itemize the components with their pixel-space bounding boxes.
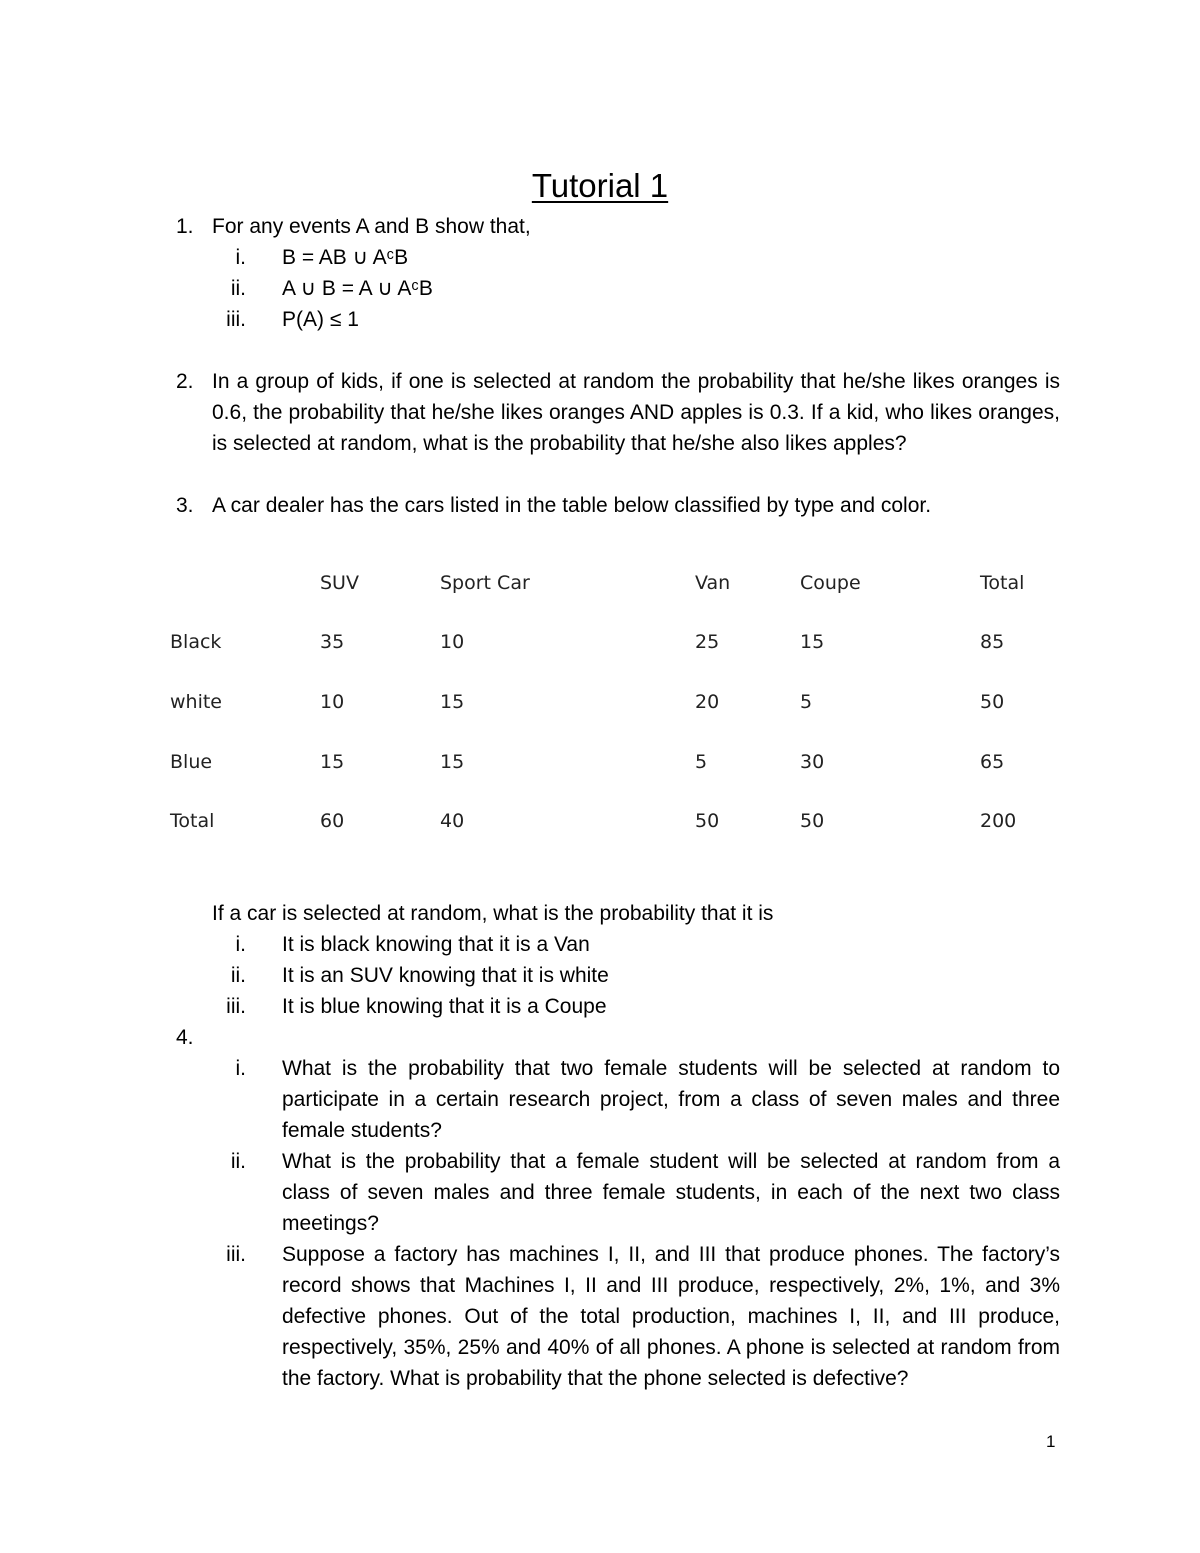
table-cell: 5 [800, 690, 813, 713]
table-header-cell: Total [980, 571, 1025, 594]
q4-line: female students? [282, 1119, 442, 1142]
q1-item-label: i. [235, 246, 246, 269]
q2-line: is selected at random, what is the probability that he/she also likes apples? [212, 432, 907, 455]
table-header-cell: SUV [320, 571, 359, 594]
table-row [170, 791, 1060, 851]
q4-item-text [282, 1053, 1060, 1146]
q1-item-label: iii. [226, 308, 246, 331]
q4-item-text [282, 1239, 1060, 1394]
table-cell: 50 [800, 810, 825, 833]
q3-item-text: It is black knowing that it is a Van [282, 933, 590, 956]
page-title: Tutorial 1 [531, 167, 669, 204]
table-cell: 65 [980, 750, 1005, 773]
table-header-cell: Coupe [800, 571, 861, 594]
q1-item-text: A ∪ B = A ∪ AᶜB [282, 277, 433, 300]
q1-text: For any events A and B show that, [212, 215, 531, 238]
q4-line: record shows that Machines I, II and III produce, respectively, 2%, 1%, and 3% [282, 1274, 1060, 1297]
q1-number: 1. [176, 215, 194, 238]
table-cell: 200 [980, 810, 1017, 833]
table-cell: 85 [980, 631, 1005, 654]
table-cell: Blue [170, 750, 213, 773]
q4-item-text [282, 1146, 1060, 1239]
table-cell: white [170, 690, 222, 713]
table-header-cell [170, 553, 320, 613]
q3-number: 3. [176, 494, 194, 517]
q4-line: What is the probability that a female student will be selected at random from a [282, 1150, 1060, 1173]
cars-table [170, 553, 1060, 851]
table-cell: 10 [320, 690, 345, 713]
q4-item-label: ii. [230, 1150, 246, 1173]
q4-line: the factory. What is probability that the phone selected is defective? [282, 1367, 909, 1390]
table-cell: 20 [695, 690, 720, 713]
q4-line: respectively, 35%, 25% and 40% of all phones. A phone is selected at random from [282, 1336, 1060, 1359]
q3-item-label: ii. [230, 964, 246, 987]
table-cell: 10 [440, 631, 465, 654]
table-cell: Black [170, 631, 222, 654]
table-header-cell: Van [695, 571, 731, 594]
table-header-cell: Sport Car [440, 571, 530, 594]
q3-intro: If a car is selected at random, what is the probability that it is [212, 902, 774, 925]
q2-line: In a group of kids, if one is selected at random the probability that he/she likes oranges is [212, 370, 1060, 393]
q3-item-label: iii. [226, 995, 246, 1018]
q4-line: defective phones. Out of the total production, machines I, II, and III produce, [282, 1305, 1060, 1328]
q4-line: meetings? [282, 1212, 379, 1235]
q4-number: 4. [176, 1026, 194, 1049]
table-cell: 15 [440, 690, 465, 713]
table-cell: 15 [800, 631, 825, 654]
table-row [170, 672, 1060, 732]
q3-text: A car dealer has the cars listed in the table below classified by type and color. [212, 494, 932, 517]
table-cell: 50 [695, 810, 720, 833]
table-cell: 15 [440, 750, 465, 773]
table-cell: Total [170, 810, 215, 833]
table-cell: 40 [440, 810, 465, 833]
table-cell: 50 [980, 690, 1005, 713]
q3-item-label: i. [235, 933, 246, 956]
q3-item-text: It is an SUV knowing that it is white [282, 964, 609, 987]
q4-line: Suppose a factory has machines I, II, and III that produce phones. The factory’s [282, 1243, 1060, 1266]
page-number: 1 [1046, 1432, 1056, 1451]
table-row [170, 613, 1060, 673]
q4-line: participate in a certain research project, from a class of seven males and three [282, 1088, 1060, 1111]
table-cell: 25 [695, 631, 720, 654]
table-cell: 30 [800, 750, 825, 773]
table-cell: 60 [320, 810, 345, 833]
q3-item-text: It is blue knowing that it is a Coupe [282, 995, 607, 1018]
q4-item-label: i. [235, 1057, 246, 1080]
table-cell: 35 [320, 631, 345, 654]
table-header-row [170, 553, 1060, 613]
q1-item-label: ii. [230, 277, 246, 300]
q2-text [212, 366, 1060, 459]
q1-item-text: P(A) ≤ 1 [282, 308, 359, 331]
q4-item-label: iii. [226, 1243, 246, 1266]
table-row [170, 732, 1060, 792]
table-cell: 5 [695, 750, 708, 773]
q4-line: class of seven males and three female students, in each of the next two class [282, 1181, 1060, 1204]
q4-line: What is the probability that two female students will be selected at random to [282, 1057, 1060, 1080]
q1-item-text: B = AB ∪ AᶜB [282, 246, 409, 269]
q2-number: 2. [176, 370, 194, 393]
table-cell: 15 [320, 750, 345, 773]
q2-line: 0.6, the probability that he/she likes oranges AND apples is 0.3. If a kid, who likes oranges, [212, 401, 1060, 424]
